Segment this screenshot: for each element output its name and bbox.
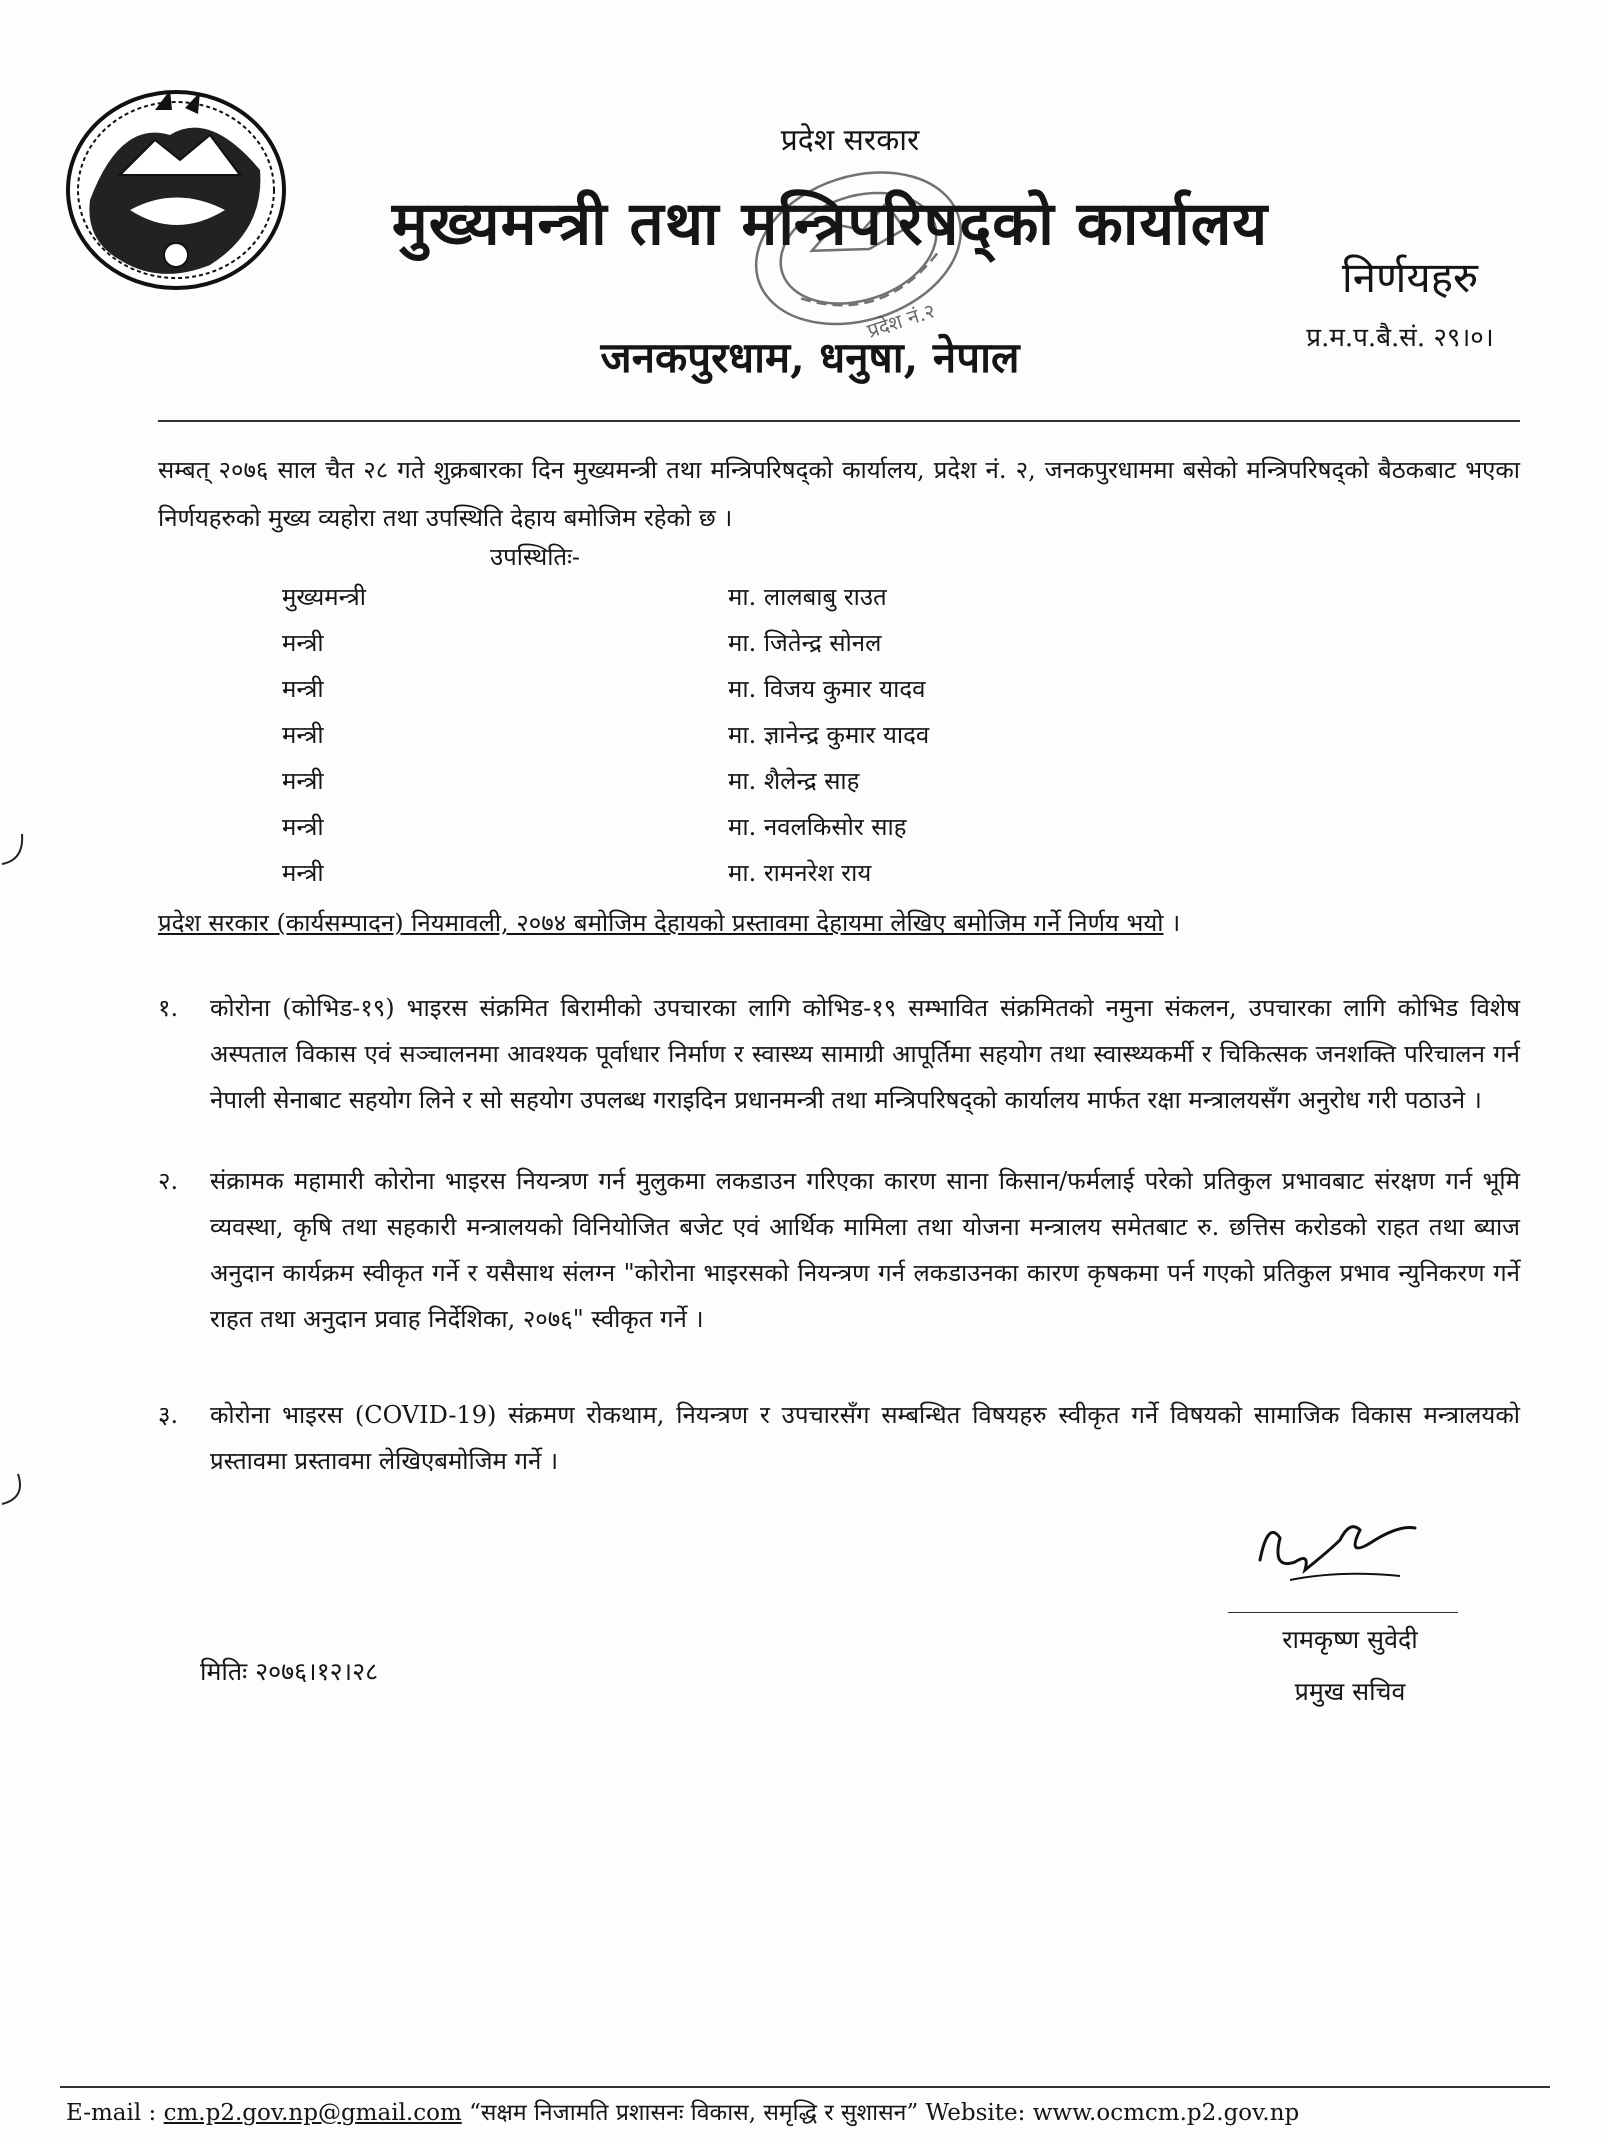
signatory-name: रामकृष्ण सुवेदी bbox=[1282, 1625, 1418, 1654]
nepal-emblem-icon bbox=[60, 80, 292, 295]
email-link[interactable]: cm.p2.gov.np@gmail.com bbox=[163, 2100, 462, 2126]
regulation-end-mark: । bbox=[1171, 909, 1181, 937]
decision-text: संक्रामक महामारी कोरोना भाइरस नियन्त्रण गर्न मुलुकमा लकडाउन गरिएका कारण साना किसान/फर्मलाई परेको प्रतिकुल प्रभावबाट संरक्षण गर्न भूमि व्यवस्था, कृषि तथा सहकारी मन्त्रालयको विनियोजित बजेट एवं आर्थिक मामिला तथा योजना मन्त्रालय समेतबाट रु. छत्तिस करोडको राहत तथा ब्याज अनुदान कार्यक्रम स्वीकृत गर्ने र यसैसाथ संलग्न "कोरोना भाइरसको नियन्त्रण गर्न लकडाउनका कारण कृषकमा पर्न गएको प्रतिकुल प्रभाव न्युनिकरण गर्ने राहत तथा अनुदान प्रवाह निर्देशिका, २०७६" स्वीकृत गर्ने । bbox=[210, 1167, 1520, 1333]
decision-number: २. bbox=[158, 1167, 179, 1195]
signature-line bbox=[1228, 1612, 1458, 1613]
attendee-role: मन्त्री bbox=[282, 813, 324, 841]
attendee-role: मन्त्री bbox=[282, 675, 324, 703]
decision-item bbox=[158, 985, 1520, 1175]
attendee-name: मा. ज्ञानेन्द्र कुमार यादव bbox=[728, 721, 930, 749]
attendance-row bbox=[282, 810, 1382, 850]
seal-text: प्रदेश नं.२ bbox=[864, 298, 938, 343]
reference-number: प्र.म.प.बै.सं. २९।०। bbox=[1306, 323, 1494, 353]
decision-text: कोरोना (कोभिड-१९) भाइरस संक्रमित बिरामीको उपचारका लागि कोभिड-१९ सम्भावित संक्रमितको नमुना संकलन, उपचारका लागि कोभिड विशेष अस्पताल विकास एवं सञ्चालनमा आवश्यक पूर्वाधार निर्माण र स्वास्थ्य सामाग्री आपूर्तिमा सहयोग तथा स्वास्थ्यकर्मी र चिकित्सक जनशक्ति परिचालन गर्न नेपाली सेनाबाट सहयोग लिने र सो सहयोग उपलब्ध गराइदिन प्रधानमन्त्री तथा मन्त्रिपरिषद्को कार्यालय मार्फत रक्षा मन्त्रालयसँग अनुरोध गरी पठाउने । bbox=[210, 994, 1520, 1114]
attendee-role: मन्त्री bbox=[282, 721, 324, 749]
attendance-row bbox=[282, 718, 1382, 758]
decision-item bbox=[158, 1158, 1520, 1394]
header-divider bbox=[158, 420, 1520, 422]
attendee-name: मा. विजय कुमार यादव bbox=[728, 675, 926, 703]
decision-text: कोरोना भाइरस (COVID-19) संक्रमण रोकथाम, नियन्त्रण र उपचारसँग सम्बन्धित विषयहरु स्वीकृत गर्ने विषयको सामाजिक विकास मन्त्रालयको प्रस्तावमा प्रस्तावमा लेखिएबमोजिम गर्ने । bbox=[210, 1401, 1520, 1475]
signatory-title: प्रमुख सचिव bbox=[1294, 1677, 1406, 1706]
attendance-row bbox=[282, 856, 1382, 896]
footer-divider bbox=[60, 2086, 1550, 2088]
attendance-row bbox=[282, 580, 1382, 620]
attendee-name: मा. रामनरेश राय bbox=[728, 859, 872, 887]
government-name: प्रदेश सरकार bbox=[780, 123, 920, 158]
attendance-row bbox=[282, 764, 1382, 804]
handwritten-signature bbox=[1250, 1500, 1420, 1600]
website-label: Website: bbox=[925, 2100, 1026, 2126]
decision-number: ३. bbox=[158, 1401, 179, 1429]
attendee-name: मा. लालबाबु राउत bbox=[728, 583, 887, 611]
decision-number: १. bbox=[158, 994, 179, 1022]
email-label: E-mail : bbox=[66, 2100, 157, 2126]
attendance-row bbox=[282, 672, 1382, 712]
attendee-role: मन्त्री bbox=[282, 859, 324, 887]
website-link[interactable]: www.ocmcm.p2.gov.np bbox=[1032, 2100, 1300, 2126]
attendee-name: मा. शैलेन्द्र साह bbox=[728, 767, 860, 795]
intro-paragraph: सम्बत् २०७६ साल चैत २८ गते शुक्रबारका दिन मुख्यमन्त्री तथा मन्त्रिपरिषद्को कार्यालय, प्रदेश नं. २, जनकपुरधाममा बसेको मन्त्रिपरिषद्को बैठकबाट भएका निर्णयहरुको मुख्य व्यहोरा तथा उपस्थिति देहाय बमोजिम रहेको छ । bbox=[158, 456, 1520, 532]
regulation-statement bbox=[158, 906, 1520, 939]
document-date: मितिः २०७६।१२।२८ bbox=[200, 1657, 379, 1686]
attendance-row bbox=[282, 626, 1382, 666]
margin-mark-icon bbox=[0, 1470, 30, 1510]
decision-item bbox=[158, 1392, 1520, 1492]
attendee-role: मन्त्री bbox=[282, 767, 324, 795]
office-address: जनकपुरधाम, धनुषा, नेपाल bbox=[600, 333, 1020, 382]
regulation-text: प्रदेश सरकार (कार्यसम्पादन) नियमावली, २०७४ बमोजिम देहायको प्रस्तावमा देहायमा लेखिए बमोजिम गर्ने निर्णय भयो bbox=[158, 909, 1164, 937]
office-title: मुख्यमन्त्री तथा मन्त्रिपरिषद्को कार्यालय bbox=[391, 189, 1269, 259]
motto: “सक्षम निजामति प्रशासनः विकास, समृद्धि र सुशासन” bbox=[469, 2100, 919, 2126]
attendee-role: मुख्यमन्त्री bbox=[282, 583, 366, 611]
footer bbox=[66, 2095, 1556, 2127]
margin-mark-icon bbox=[0, 830, 30, 870]
document-label: निर्णयहरु bbox=[1341, 253, 1479, 302]
attendee-role: मन्त्री bbox=[282, 629, 324, 657]
attendance-heading: उपस्थितिः- bbox=[490, 543, 581, 571]
attendee-name: मा. जितेन्द्र सोनल bbox=[728, 629, 882, 657]
attendee-name: मा. नवलकिसोर साह bbox=[728, 813, 907, 841]
